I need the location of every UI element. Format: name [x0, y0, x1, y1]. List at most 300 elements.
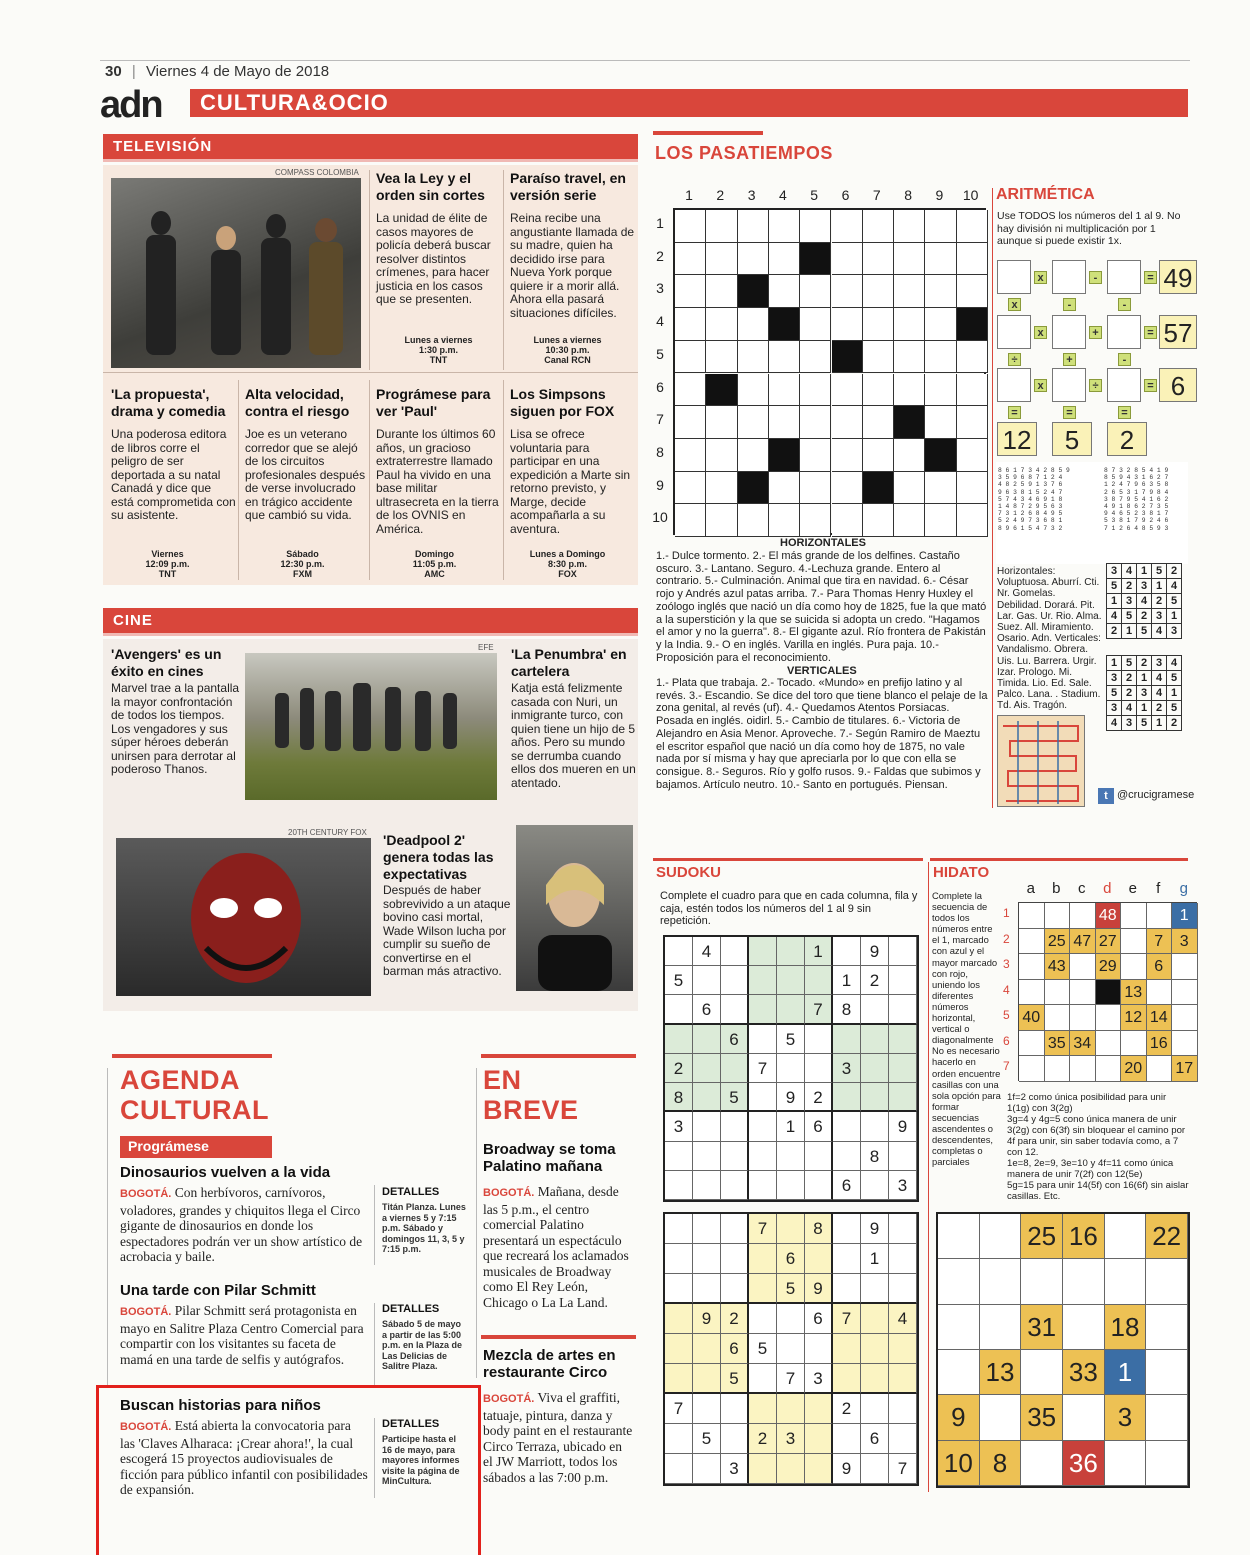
aritmetica-input[interactable] — [1107, 368, 1141, 402]
crossword-cell[interactable] — [957, 210, 988, 243]
sudoku-cell[interactable] — [889, 1364, 917, 1394]
hidato-cell[interactable] — [938, 1305, 980, 1350]
crossword-cell[interactable] — [800, 341, 831, 374]
sudoku-cell[interactable] — [889, 1214, 917, 1244]
sudoku-cell[interactable] — [721, 966, 749, 995]
sudoku-cell[interactable] — [693, 1054, 721, 1083]
sudoku-cell[interactable] — [665, 1025, 693, 1054]
hidato-cell[interactable] — [1045, 1056, 1071, 1082]
sudoku-cell[interactable] — [889, 1274, 917, 1304]
sudoku-cell[interactable] — [665, 995, 693, 1024]
sudoku-cell[interactable] — [861, 1364, 889, 1394]
crossword-cell[interactable] — [925, 504, 956, 537]
sudoku-cell[interactable] — [721, 1274, 749, 1304]
crossword-cell[interactable] — [706, 439, 737, 472]
crossword-cell[interactable] — [706, 406, 737, 439]
sudoku-cell[interactable] — [749, 1394, 777, 1424]
crossword-cell[interactable] — [863, 308, 894, 341]
sudoku-cell[interactable] — [861, 1112, 889, 1141]
hidato-given: 17 — [1172, 1056, 1198, 1082]
crossword-cell[interactable] — [894, 504, 925, 537]
sudoku-cell[interactable] — [777, 1334, 805, 1364]
hidato-given: 13 — [980, 1350, 1022, 1395]
crossword-cell[interactable] — [832, 504, 863, 537]
crossword-cell[interactable] — [738, 210, 769, 243]
hidato-grid[interactable] — [1003, 880, 1193, 1085]
crossword-cell[interactable] — [706, 308, 737, 341]
crossword-cell[interactable] — [894, 243, 925, 276]
hidato-cell[interactable] — [1021, 1259, 1063, 1304]
crossword-cell[interactable] — [957, 243, 988, 276]
breve-item-body — [483, 1184, 635, 1310]
hidato-cell[interactable] — [1146, 1350, 1188, 1395]
crossword-cell[interactable] — [894, 308, 925, 341]
sudoku-cell[interactable] — [749, 1083, 777, 1112]
sudoku-cell[interactable] — [777, 1171, 805, 1200]
sudoku-cell[interactable] — [777, 1304, 805, 1334]
sudoku-cell[interactable] — [777, 1454, 805, 1484]
crossword-cell[interactable] — [863, 275, 894, 308]
hidato-cell[interactable] — [1045, 903, 1071, 929]
sudoku-cell[interactable] — [805, 1244, 833, 1274]
crossword-cell[interactable] — [925, 406, 956, 439]
hidato-cell[interactable] — [1105, 1441, 1147, 1486]
sudoku-grid-2[interactable] — [663, 1212, 919, 1486]
sudoku-cell[interactable] — [861, 1025, 889, 1054]
sudoku-cell[interactable] — [889, 1142, 917, 1171]
hidato-cell[interactable] — [1019, 903, 1045, 929]
tv-story-body: La unidad de élite de casos mayores de policía deberá buscar resolver distintos crímenes, para hacer justicia en los casos que se presenten. — [376, 211, 491, 306]
sudoku-cell[interactable] — [693, 966, 721, 995]
hidato-cell[interactable] — [1146, 1395, 1188, 1440]
sudoku-cell[interactable] — [889, 937, 917, 966]
crossword-cell[interactable] — [675, 243, 706, 276]
hidato-cell[interactable] — [1172, 1031, 1198, 1057]
hidato-cell[interactable] — [1096, 1056, 1122, 1082]
hidato-cell[interactable] — [1121, 1031, 1147, 1057]
sudoku-cell[interactable] — [777, 966, 805, 995]
hidato-cell[interactable] — [1019, 929, 1045, 955]
crossword-cell[interactable] — [832, 439, 863, 472]
hidato-cell[interactable] — [1070, 903, 1096, 929]
hidato-cell[interactable] — [1147, 980, 1173, 1006]
sudoku-cell[interactable] — [833, 937, 861, 966]
solution-row — [1107, 624, 1182, 639]
crossword-cell[interactable] — [863, 439, 894, 472]
sudoku-cell[interactable] — [777, 1394, 805, 1424]
hidato-cell[interactable] — [938, 1259, 980, 1304]
hidato-cell[interactable] — [1147, 1056, 1173, 1082]
hidato-cell[interactable] — [1021, 1441, 1063, 1486]
hidato-cell[interactable] — [1146, 1441, 1188, 1486]
crossword-cell[interactable] — [769, 504, 800, 537]
crossword-cell[interactable] — [957, 406, 988, 439]
sudoku-cell[interactable] — [777, 995, 805, 1024]
sudoku-cell[interactable] — [749, 1025, 777, 1054]
crossword-cell[interactable] — [769, 472, 800, 505]
sudoku-cell[interactable] — [889, 1334, 917, 1364]
sudoku-cell[interactable] — [693, 1244, 721, 1274]
crossword-cell[interactable] — [832, 472, 863, 505]
sudoku-cell[interactable] — [749, 1364, 777, 1394]
crossword-cell[interactable] — [925, 210, 956, 243]
sudoku-cell[interactable] — [805, 1454, 833, 1484]
sudoku-cell[interactable] — [833, 1083, 861, 1112]
aritmetica-input[interactable] — [1107, 260, 1141, 294]
sudoku-cell[interactable] — [693, 1214, 721, 1244]
sudoku-cell[interactable] — [749, 937, 777, 966]
sudoku-cell[interactable] — [749, 1244, 777, 1274]
sudoku-cell[interactable] — [861, 1454, 889, 1484]
crossword-cell[interactable] — [675, 341, 706, 374]
crossword-cell[interactable] — [863, 504, 894, 537]
crossword-cell[interactable] — [675, 439, 706, 472]
sudoku-cell[interactable] — [693, 1334, 721, 1364]
sudoku-cell[interactable] — [665, 937, 693, 966]
crossword-cell[interactable] — [863, 210, 894, 243]
sudoku-cell[interactable] — [721, 1171, 749, 1200]
hidato-cell[interactable] — [1045, 1005, 1071, 1031]
hidato-given: 9 — [938, 1395, 980, 1440]
sudoku-cell[interactable] — [665, 1424, 693, 1454]
aritmetica-input[interactable] — [1052, 368, 1086, 402]
hidato-cell[interactable] — [1172, 954, 1198, 980]
hidato-big-grid[interactable] — [936, 1212, 1190, 1488]
hidato-cell[interactable] — [980, 1305, 1022, 1350]
crossword-cell[interactable] — [925, 243, 956, 276]
hidato-cell[interactable] — [1070, 954, 1096, 980]
sudoku-cell[interactable] — [805, 1424, 833, 1454]
sudoku-cell[interactable] — [777, 1214, 805, 1244]
hidato-cell[interactable] — [1019, 980, 1045, 1006]
crossword-cell[interactable] — [706, 504, 737, 537]
tv-story-body: Una poderosa editora de libros corre el peligro de ser deportada a su natal Canadá y dice que está comprometida con su asistente. — [111, 427, 236, 522]
crossword-cell[interactable] — [957, 472, 988, 505]
deadpool-mask-icon — [116, 838, 371, 996]
hidato-cell[interactable] — [980, 1259, 1022, 1304]
sudoku-cell[interactable] — [777, 1142, 805, 1171]
hidato-cell[interactable] — [1121, 929, 1147, 955]
hidato-cell[interactable] — [1063, 1395, 1105, 1440]
crossword-cell[interactable] — [738, 406, 769, 439]
hidato-instructions: Complete la secuencia de todos los números entre el 1, marcado con azul y el mayor marcado con rojo, uniendo los diferentes números horizontal, vertical o diagonalmente No es necesario hacerlo en orden encuentre casillas con una sola opción para formar secuencias ascendentes o descendentes, completas o parciales — [932, 890, 1001, 1168]
crossword-cell[interactable] — [894, 210, 925, 243]
sudoku-cell[interactable] — [861, 1394, 889, 1424]
sudoku-cell[interactable] — [693, 1171, 721, 1200]
crossword-cell[interactable] — [925, 275, 956, 308]
hidato-given: 1 — [1105, 1350, 1147, 1395]
sudoku-cell[interactable] — [749, 1274, 777, 1304]
crossword-grid[interactable] — [673, 208, 986, 535]
crossword-cell[interactable] — [863, 243, 894, 276]
crossword-cell[interactable] — [894, 341, 925, 374]
agenda-item-title: Dinosaurios vuelven a la vida — [120, 1164, 331, 1181]
hidato-cell[interactable] — [1045, 980, 1071, 1006]
crossword-cell[interactable] — [675, 406, 706, 439]
crossword-cell[interactable] — [800, 504, 831, 537]
sudoku-cell[interactable] — [665, 1244, 693, 1274]
sudoku-cell[interactable] — [805, 966, 833, 995]
hidato-cell[interactable] — [1096, 1005, 1122, 1031]
tv-divider — [369, 170, 370, 370]
cine-credit-efe: EFE — [478, 643, 494, 652]
agenda-divider — [107, 1068, 108, 1388]
sudoku-cell[interactable] — [805, 1334, 833, 1364]
crossword-cell[interactable] — [769, 406, 800, 439]
hidato-column-label: d — [1103, 880, 1112, 897]
crossword-cell[interactable] — [769, 341, 800, 374]
crossword-cell[interactable] — [675, 504, 706, 537]
sudoku-cell[interactable] — [833, 1334, 861, 1364]
crossword-cell[interactable] — [769, 374, 800, 407]
aritmetica-operator: x — [1034, 379, 1047, 392]
sudoku-cell[interactable] — [889, 995, 917, 1024]
sudoku-cell[interactable] — [721, 1244, 749, 1274]
crossword-cell[interactable] — [925, 472, 956, 505]
sudoku-cell[interactable] — [749, 1171, 777, 1200]
crossword-cell[interactable] — [894, 472, 925, 505]
crossword-cell[interactable] — [800, 406, 831, 439]
hidato-given: 7 — [1147, 929, 1173, 955]
hidato-cell[interactable] — [1096, 1031, 1122, 1057]
sudoku-cell[interactable] — [805, 1054, 833, 1083]
page-number: 30 — [105, 63, 122, 80]
crossword-row-number: 5 — [656, 345, 664, 362]
sudoku-cell[interactable] — [833, 1025, 861, 1054]
crossword-cell[interactable] — [738, 504, 769, 537]
aritmetica-input[interactable] — [1107, 315, 1141, 349]
hidato-column-label: f — [1156, 880, 1161, 897]
sudoku-cell[interactable] — [721, 1424, 749, 1454]
crossword-cell[interactable] — [832, 210, 863, 243]
sudoku-cell[interactable] — [693, 1454, 721, 1484]
sudoku-cell[interactable] — [749, 995, 777, 1024]
crossword-cell[interactable] — [675, 275, 706, 308]
crossword-cell[interactable] — [706, 210, 737, 243]
sudoku-cell[interactable] — [805, 1394, 833, 1424]
hidato-cell[interactable] — [1172, 980, 1198, 1006]
crossword-cell[interactable] — [706, 472, 737, 505]
crossword-cell[interactable] — [863, 374, 894, 407]
sudoku-cell[interactable] — [889, 1424, 917, 1454]
sudoku-cell[interactable] — [749, 966, 777, 995]
sudoku-given: 6 — [693, 995, 721, 1024]
breve-text: Viva el graffiti, tatuaje, pintura, danza y body paint en el restaurante Circo Terraza, ubicado en el JW Marriott, todos los sábados a las 7:00 p.m. — [483, 1390, 633, 1485]
sudoku-cell[interactable] — [833, 1274, 861, 1304]
sudoku-cell[interactable] — [665, 1274, 693, 1304]
sudoku-cell[interactable] — [777, 937, 805, 966]
sudoku-cell[interactable] — [861, 995, 889, 1024]
crossword-cell[interactable] — [925, 374, 956, 407]
hidato-cell[interactable] — [938, 1350, 980, 1395]
crossword-cell[interactable] — [738, 439, 769, 472]
sudoku-cell[interactable] — [833, 1214, 861, 1244]
sudoku-cell[interactable] — [749, 1112, 777, 1141]
crossword-cell[interactable] — [832, 275, 863, 308]
sudoku-grid-1[interactable] — [663, 935, 919, 1202]
sudoku-cell[interactable] — [721, 1394, 749, 1424]
sudoku-cell[interactable] — [833, 1112, 861, 1141]
hidato-cell[interactable] — [1105, 1214, 1147, 1259]
sudoku-cell[interactable] — [693, 1364, 721, 1394]
sudoku-cell[interactable] — [693, 1394, 721, 1424]
sudoku-cell[interactable] — [861, 1083, 889, 1112]
hidato-cell[interactable] — [1021, 1350, 1063, 1395]
hidato-bar — [930, 858, 1188, 861]
sudoku-cell[interactable] — [693, 1112, 721, 1141]
twitter-handle[interactable]: @crucigramese — [1117, 789, 1195, 801]
sudoku-cell[interactable] — [833, 1424, 861, 1454]
hidato-cell[interactable] — [1172, 1005, 1198, 1031]
sudoku-cell[interactable] — [805, 1025, 833, 1054]
crossword-cell[interactable] — [675, 472, 706, 505]
agenda-item-body — [120, 1418, 368, 1498]
hidato-given: 6 — [1147, 954, 1173, 980]
crossword-cell[interactable] — [957, 341, 988, 374]
sudoku-cell[interactable] — [665, 1454, 693, 1484]
crossword-cell[interactable] — [894, 374, 925, 407]
aritmetica-input[interactable] — [1052, 315, 1086, 349]
sudoku-cell[interactable] — [889, 1394, 917, 1424]
solution-cell: 1 — [1152, 716, 1167, 731]
aritmetica-input[interactable] — [997, 368, 1031, 402]
sudoku-cell[interactable] — [665, 1142, 693, 1171]
aritmetica-input[interactable] — [997, 315, 1031, 349]
sudoku-cell[interactable] — [665, 1364, 693, 1394]
sudoku-cell[interactable] — [665, 1171, 693, 1200]
hidato-cell[interactable] — [1146, 1259, 1188, 1304]
sudoku-cell[interactable] — [749, 1454, 777, 1484]
hidato-cell[interactable] — [1063, 1259, 1105, 1304]
aritmetica-input[interactable] — [997, 260, 1031, 294]
crossword-cell[interactable] — [894, 275, 925, 308]
hidato-cell[interactable] — [938, 1214, 980, 1259]
crossword-cell[interactable] — [957, 275, 988, 308]
hidato-cell[interactable] — [1147, 903, 1173, 929]
hidato-cell[interactable] — [1019, 1056, 1045, 1082]
sudoku-cell[interactable] — [665, 1214, 693, 1244]
crossword-cell[interactable] — [832, 308, 863, 341]
crossword-cell[interactable] — [769, 275, 800, 308]
sudoku-cell[interactable] — [805, 1171, 833, 1200]
crossword-cell[interactable] — [863, 341, 894, 374]
crossword-cell[interactable] — [957, 439, 988, 472]
sudoku-cell[interactable] — [805, 1142, 833, 1171]
sudoku-cell[interactable] — [889, 1054, 917, 1083]
crossword-cell[interactable] — [957, 504, 988, 537]
crossword-cell[interactable] — [863, 406, 894, 439]
sudoku-cell[interactable] — [693, 1025, 721, 1054]
crossword-cell[interactable] — [738, 341, 769, 374]
hidato-cell[interactable] — [1019, 954, 1045, 980]
crossword-cell[interactable] — [706, 243, 737, 276]
crossword-cell[interactable] — [800, 374, 831, 407]
sudoku-cell[interactable] — [889, 1083, 917, 1112]
crossword-cell[interactable] — [800, 472, 831, 505]
sudoku-cell[interactable] — [721, 1112, 749, 1141]
crossword-cell[interactable] — [925, 341, 956, 374]
tv-story-title: Paraíso travel, en versión serie — [510, 170, 626, 203]
sudoku-given: 7 — [833, 1304, 861, 1334]
hidato-cell[interactable] — [1019, 1031, 1045, 1057]
sudoku-cell[interactable] — [721, 995, 749, 1024]
sudoku-cell[interactable] — [889, 1244, 917, 1274]
hidato-cell[interactable] — [1146, 1305, 1188, 1350]
crossword-cell[interactable] — [675, 210, 706, 243]
crossword-cell[interactable] — [832, 406, 863, 439]
sudoku-cell[interactable] — [721, 1214, 749, 1244]
crossword-row-number: 3 — [656, 280, 664, 297]
crossword-cell[interactable] — [675, 374, 706, 407]
crossword-cell[interactable] — [800, 275, 831, 308]
sudoku-cell[interactable] — [721, 1142, 749, 1171]
crossword-cell[interactable] — [800, 308, 831, 341]
sudoku-cell[interactable] — [749, 1304, 777, 1334]
hidato-cell[interactable] — [1063, 1305, 1105, 1350]
sudoku-cell[interactable] — [777, 1054, 805, 1083]
sudoku-cell[interactable] — [861, 1334, 889, 1364]
crossword-cell[interactable] — [738, 374, 769, 407]
sudoku-cell[interactable] — [833, 1142, 861, 1171]
sudoku-cell[interactable] — [665, 1334, 693, 1364]
sudoku-given: 3 — [805, 1364, 833, 1394]
sudoku-cell[interactable] — [861, 1171, 889, 1200]
sudoku-cell[interactable] — [861, 1274, 889, 1304]
aritmetica-input[interactable] — [1052, 260, 1086, 294]
crossword-cell[interactable] — [832, 374, 863, 407]
tv-story-title: Los Simpsons siguen por FOX — [510, 386, 615, 419]
hidato-cell[interactable] — [1070, 980, 1096, 1006]
crossword-cell[interactable] — [832, 243, 863, 276]
crossword-cell[interactable] — [706, 275, 737, 308]
sudoku-cell[interactable] — [889, 966, 917, 995]
crossword-cell[interactable] — [800, 210, 831, 243]
hidato-cell[interactable] — [1070, 1005, 1096, 1031]
hidato-cell[interactable] — [980, 1395, 1022, 1440]
sudoku-cell[interactable] — [693, 1083, 721, 1112]
crossword-cell[interactable] — [894, 439, 925, 472]
crossword-cell[interactable] — [957, 374, 988, 407]
sudoku-cell[interactable] — [665, 1304, 693, 1334]
hidato-cell[interactable] — [1121, 954, 1147, 980]
hidato-cell[interactable] — [1105, 1259, 1147, 1304]
crossword-cell[interactable] — [769, 210, 800, 243]
solution-cell: 4 — [1152, 624, 1167, 639]
sudoku-cell[interactable] — [833, 1364, 861, 1394]
hidato-cell[interactable] — [1070, 1056, 1096, 1082]
sudoku-cell[interactable] — [833, 1244, 861, 1274]
sudoku-cell[interactable] — [749, 1142, 777, 1171]
sudoku-cell[interactable] — [721, 1054, 749, 1083]
sudoku-cell[interactable] — [889, 1025, 917, 1054]
crossword-cell[interactable] — [800, 439, 831, 472]
sudoku-cell[interactable] — [721, 937, 749, 966]
crossword-cell[interactable] — [675, 308, 706, 341]
crossword-cell[interactable] — [738, 308, 769, 341]
sudoku-cell[interactable] — [861, 1054, 889, 1083]
crossword-cell[interactable] — [925, 308, 956, 341]
hidato-cell[interactable] — [980, 1214, 1022, 1259]
crossword-cell[interactable] — [738, 243, 769, 276]
crossword-cell[interactable] — [769, 243, 800, 276]
sudoku-cell[interactable] — [861, 1304, 889, 1334]
sudoku-cell[interactable] — [693, 1142, 721, 1171]
sudoku-cell[interactable] — [693, 1274, 721, 1304]
crossword-cell[interactable] — [706, 341, 737, 374]
solution-cell: 5 — [1167, 594, 1182, 609]
aritmetica-puzzle[interactable] — [997, 258, 1193, 455]
hidato-cell[interactable] — [1121, 903, 1147, 929]
